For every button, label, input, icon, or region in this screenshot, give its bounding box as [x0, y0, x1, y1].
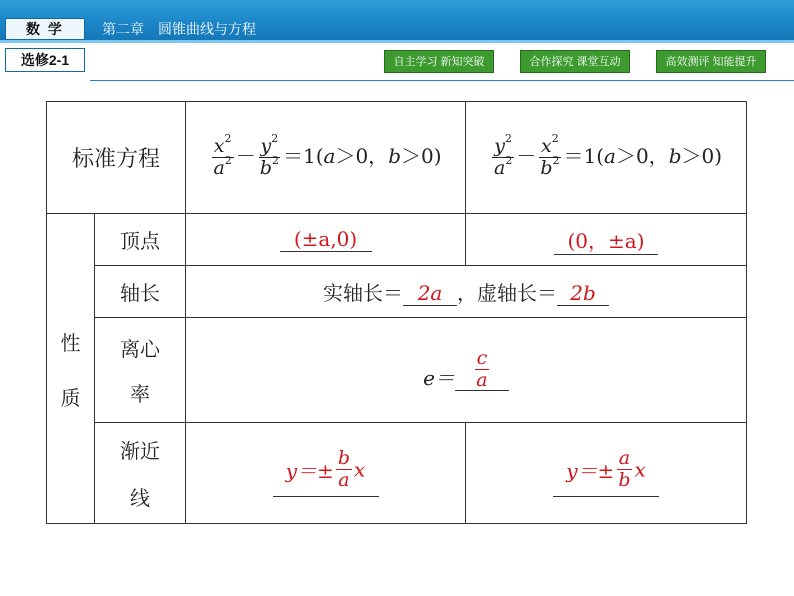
table-row: [47, 318, 747, 423]
hyperbola-properties-table: [46, 101, 747, 524]
tab-cooperative-inquiry[interactable]: 合作探究 课堂互动: [520, 50, 630, 73]
axis-length-label: 轴长: [95, 266, 186, 318]
vertex-cell-1: [186, 214, 466, 266]
standard-equation-label: 标准方程: [47, 102, 186, 214]
eccentricity-cell: e＝ $\frac{c}{a}$: [186, 318, 747, 423]
table-row: [47, 102, 747, 214]
chapter-title: 第二章 圆锥曲线与方程: [102, 21, 256, 37]
fraction: $\frac{x^2}{b^2}$: [540, 132, 560, 179]
eccentricity-answer: $\frac{c}{a}$: [476, 347, 488, 391]
equation-y-axis: $\frac{y^2}{a^2}$ － $\frac{x^2}{b^2}$ ＝1(a＞0，b＞0): [466, 102, 747, 214]
fraction: $\frac{y^2}{a^2}$: [493, 132, 513, 179]
axis-length-cell: 实轴长＝ 2a ，虚轴长＝ 2b: [186, 266, 747, 318]
table-row: [47, 214, 747, 266]
vertex-label: 顶点: [95, 214, 186, 266]
header-rule: [90, 80, 794, 81]
eccentricity-label: 离心 率: [95, 318, 186, 423]
fraction: $\frac{y^2}{b^2}$: [259, 132, 279, 179]
imaginary-axis-answer: 2b: [570, 281, 596, 305]
tab-efficient-assessment[interactable]: 高效测评 知能提升: [656, 50, 766, 73]
vertex-answer-2: (0，±a): [567, 228, 645, 253]
vertex-answer-1: (±a,0): [293, 227, 358, 251]
asymptote-cell-1: [186, 423, 466, 524]
module-label: 选修2-1: [5, 48, 85, 72]
equation-x-axis: $\frac{x^2}{a^2}$ － $\frac{y^2}{b^2}$ ＝1(a＞0，b＞0): [186, 102, 466, 214]
subject-label: 数 学: [5, 18, 85, 40]
tab-self-study[interactable]: 自主学习 新知突破: [384, 50, 494, 73]
asymptote-answer-2: y＝± $\frac{a}{b}$ x: [566, 447, 646, 491]
table-row: [47, 266, 747, 318]
vertex-cell-2: [466, 214, 747, 266]
header-divider: [0, 40, 794, 43]
properties-label: 性 质: [47, 214, 95, 524]
asymptote-cell-2: [466, 423, 747, 524]
asymptote-label: 渐近 线: [95, 423, 186, 524]
fraction: $\frac{x^2}{a^2}$: [213, 132, 232, 179]
asymptote-answer-1: y＝± $\frac{b}{a}$ x: [285, 447, 366, 491]
real-axis-answer: 2a: [417, 281, 443, 305]
table-row: [47, 423, 747, 524]
